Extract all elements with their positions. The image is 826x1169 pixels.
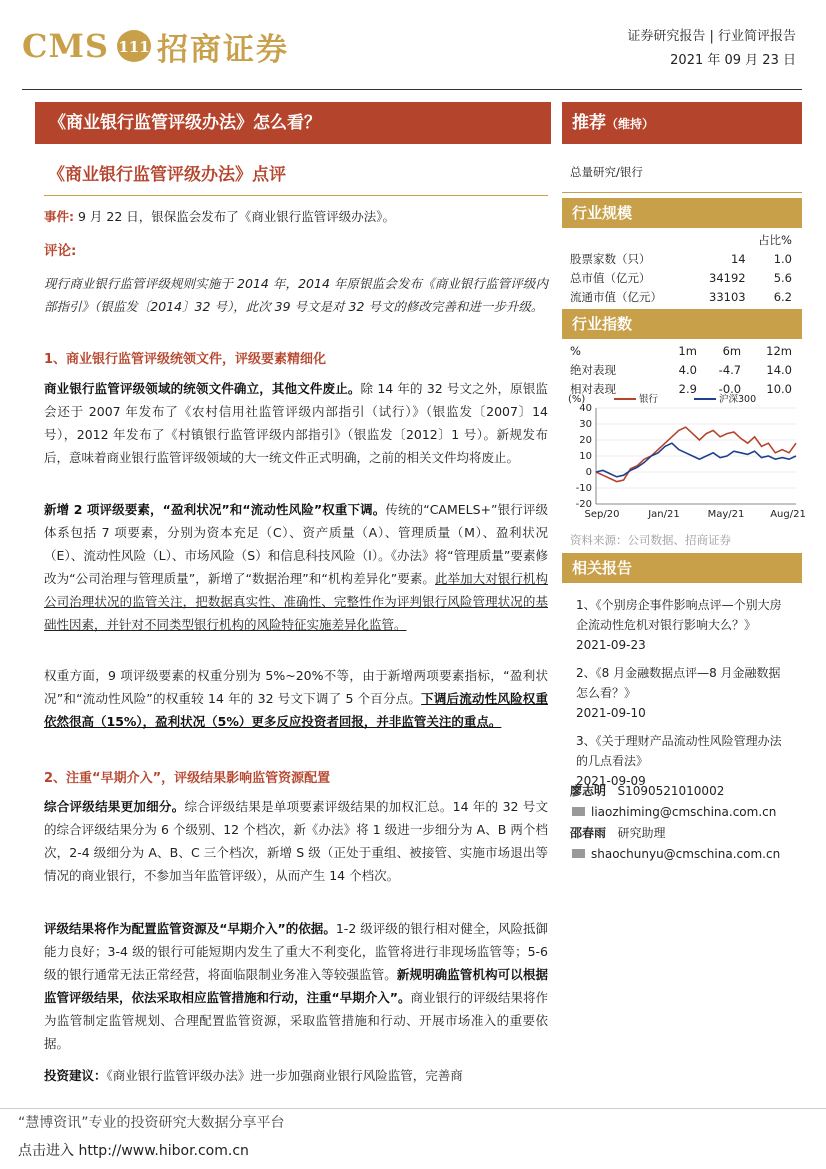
paragraph-2-underline: 此举加大对银行机构公司治理状况的监管关注，把数据真实性、准确性、完整性作为评判银行风险管理状况的基础性因素，并针对不同类型银行机构的风险特征实施差异化监管。 <box>44 571 548 632</box>
brand-logo <box>22 22 289 70</box>
index-header: 6m <box>722 343 742 358</box>
rating-label: 推荐 <box>572 113 606 133</box>
table-row <box>570 268 792 287</box>
related-item-title[interactable]: 1、《个别房企事件影响点评—个别大房企流动性危机对银行影响大么？》 <box>576 598 782 632</box>
y-tick-label: 10 <box>579 451 592 462</box>
scale-pct: 6.2 <box>773 289 792 304</box>
related-title: 相关报告 <box>562 553 802 583</box>
scale-label: 流通市值（亿元） <box>570 289 662 304</box>
y-tick-label: -10 <box>575 483 592 494</box>
paragraph-3-emphasis: 下调后流动性风险权重依然很高（15%），盈利状况（5%）更多反应投资者回报，并非监管关注的重点。 <box>44 691 548 729</box>
scale-title: 行业规模 <box>562 198 802 228</box>
paragraph-6-lead: 投资建议： <box>44 1068 107 1083</box>
y-tick-label: 30 <box>579 419 592 430</box>
related-reports <box>562 553 802 791</box>
page-subtitle: 《商业银行监管评级办法》点评 <box>48 165 286 185</box>
index-header: % <box>570 343 581 358</box>
scale-pct-header: 占比% <box>758 232 792 247</box>
rating-note: （维持） <box>606 117 655 131</box>
related-item-title[interactable]: 3、《关于理财产品流动性风险管理办法的几点看法》 <box>576 734 782 768</box>
table-row <box>570 287 792 306</box>
scale-pct: 1.0 <box>773 251 792 266</box>
paragraph-1-lead: 商业银行监管评级领域的统领文件确立，其他文件废止。 <box>44 381 361 396</box>
index-title: 行业指数 <box>562 309 802 339</box>
section-1-title: 1、商业银行监管评级统领文件，评级要素精细化 <box>44 352 327 367</box>
x-tick-label: Aug/21 <box>770 509 806 520</box>
index-label: 相对表现 <box>570 381 616 396</box>
industry-scale <box>562 198 802 306</box>
intro-paragraph: 现行商业银行监管评级规则实施于 2014 年，2014 年原银监会发布《商业银行监管评级内部指引》（银监发〔2014〕32 号），此次 39 号文是对 32 号文的修改完善和进一步升级。 <box>44 276 548 314</box>
paragraph-2 <box>44 498 548 636</box>
paragraph-6-text: 《商业银行监管评级办法》进一步加强商业银行风险监管，完善商 <box>106 1068 463 1083</box>
table-row <box>570 341 792 360</box>
mail-icon <box>572 807 585 816</box>
related-item-date: 2021-09-10 <box>576 706 646 720</box>
report-date: 2021 年 09 月 23 日 <box>670 53 796 68</box>
header-divider <box>22 89 802 90</box>
scale-value: 34192 <box>709 270 746 285</box>
paragraph-3-text: 权重方面，9 项评级要素的权重分别为 5%~20%不等，由于新增两项要素指标，“盈利状况”和“流动性风险”的权重较 14 年的 32 号文下调了 5 个百分点。 <box>44 668 548 706</box>
paragraph-6 <box>44 1064 548 1088</box>
index-value: 4.0 <box>678 362 697 377</box>
legend-label: 银行 <box>639 394 659 405</box>
paragraph-4 <box>44 795 548 887</box>
index-value: -4.7 <box>718 362 742 377</box>
index-value: 14.0 <box>766 362 792 377</box>
index-value: 10.0 <box>766 381 792 396</box>
scale-label: 股票家数（只） <box>570 251 651 266</box>
paragraph-2-text: 传统的“CAMELS+”银行评级体系包括 7 项要素，分别为资本充足（C）、资产质量（A）、管理质量（M）、盈利状况（E）、流动性风险（L）、市场风险（S）和信息科技风险（I）。《办法》将“管理质量”要素修改为“公司治理与管理质量”，新增了“数据治理”和“机构差异化”要素。 <box>44 502 548 586</box>
mail-icon <box>572 849 585 858</box>
index-header: 1m <box>678 343 697 358</box>
related-item-date: 2021-09-09 <box>576 774 646 788</box>
paragraph-1-text: 除 14 年的 32 号文之外，原银监会还于 2007 年发布了《农村信用社监管评级内部指引（试行）》（银监发〔2007〕14 号），2012 年发布了《村镇银行监管评级内部指引》（银监发〔2012〕1 号）。新规发布后，意味着商业银行监管评级领域的大一统文件正式明确，之前的相关文件均将废止。 <box>44 381 548 465</box>
analyst-1-email[interactable]: liaozhiming@cmschina.com.cn <box>591 805 777 819</box>
sidebar <box>562 102 802 180</box>
banner-title: 《商业银行监管评级办法》怎么看？ <box>35 102 551 144</box>
paragraph-4-lead: 综合评级结果更加细分。 <box>44 799 185 814</box>
legend-label: 沪深300 <box>719 394 757 405</box>
paragraph-2-lead: 新增 2 项评级要素，“盈利状况”和“流动性风险”权重下调。 <box>44 502 386 517</box>
y-axis-label: (%) <box>568 394 586 405</box>
table-row <box>570 249 792 268</box>
y-tick-label: 40 <box>579 403 592 414</box>
footer-link[interactable]: 点击进入 http://www.hibor.com.cn <box>18 1143 249 1159</box>
related-item[interactable] <box>576 595 790 655</box>
y-tick-label: -20 <box>575 499 592 510</box>
svg-text:111: 111 <box>118 38 150 56</box>
analyst-1-id: S1090521010002 <box>617 784 725 798</box>
chart-source: 资料来源：公司数据、招商证券 <box>570 533 731 547</box>
paragraph-5-lead: 评级结果将作为配置监管资源及“早期介入”的依据。 <box>44 921 336 936</box>
index-header: 12m <box>766 343 792 358</box>
paragraph-5-text: 1-2 级评级的银行相对健全，风险抵御能力良好；3-4 级的银行可能短期内发生了重大不利变化，监管将进行非现场监管等；5-6 级的银行通常无法正常经营，将面临限制业务准入等较强监管。 <box>44 921 549 982</box>
paragraph-1 <box>44 377 548 469</box>
analyst-2-email[interactable]: shaochunyu@cmschina.com.cn <box>591 847 781 861</box>
scale-label: 总市值（亿元） <box>570 270 651 285</box>
index-value: -0.0 <box>718 381 742 396</box>
subtitle-divider <box>44 195 548 196</box>
index-table <box>570 341 792 398</box>
analyst-2-name: 邵春雨 <box>570 826 607 840</box>
event-text: 9 月 22 日，银保监会发布了《商业银行监管评级办法》。 <box>77 209 396 224</box>
paragraph-5 <box>44 917 548 1055</box>
analyst-block <box>570 781 802 865</box>
analyst-2-role: 研究助理 <box>617 826 666 840</box>
report-type: 证券研究报告 | 行业简评报告 <box>627 29 796 44</box>
table-row <box>570 360 792 379</box>
x-tick-label: Jan/21 <box>648 509 680 520</box>
paragraph-4-text: 综合评级结果是单项要素评级结果的加权汇总。14 年的 32 号文的综合评级结果分为 6 个级别、12 个档次，新《办法》将 1 级进一步细分为 A、B 两个档次，2-4 级细分为 A、B、C 三个档次，新增 S 级（正处于重组、被接管、实施市场退出等情况的商业银行，不参加当年监管评级），从而产生 14 个档次。 <box>44 799 548 883</box>
footer-line-1: “慧博资讯”专业的投资研究大数据分享平台 <box>18 1115 285 1131</box>
paragraph-5-lead-2: 新规明确监管机构可以根据监管评级结果，依法采取相应监管措施和行动，注重“早期介入”。 <box>44 967 548 1005</box>
scale-value: 14 <box>730 251 746 266</box>
rating-box <box>562 102 802 144</box>
y-tick-label: 20 <box>579 435 592 446</box>
footer-divider <box>0 1108 826 1109</box>
related-item-date: 2021-09-23 <box>576 638 646 652</box>
sidebar-divider <box>562 192 802 193</box>
index-value: 2.9 <box>678 381 697 396</box>
related-item[interactable] <box>576 663 790 723</box>
event-label: 事件: <box>44 209 74 224</box>
scale-pct: 5.6 <box>773 270 792 285</box>
index-label: 绝对表现 <box>570 362 616 377</box>
scale-value: 33103 <box>709 289 746 304</box>
paragraph-3 <box>44 664 548 733</box>
related-item-title[interactable]: 2、《8 月金融数据点评—8 月金融数据怎么看？》 <box>576 666 781 700</box>
research-category: 总量研究/银行 <box>570 165 643 179</box>
index-chart <box>566 392 806 530</box>
comment-label: 评论: <box>44 243 77 259</box>
logo-icon <box>115 28 153 64</box>
y-tick-label: 0 <box>585 467 592 478</box>
section-2-title: 2、注重“早期介入”，评级结果影响监管资源配置 <box>44 771 331 786</box>
event-paragraph <box>44 205 548 228</box>
paragraph-5-text-2: 商业银行的评级结果将作为监管制定监管规划、合理配置监管资源，采取监管措施和行动、开展市场准入的重要依据。 <box>44 990 548 1051</box>
logo-latin: CMS <box>22 27 109 65</box>
industry-index <box>562 309 802 398</box>
x-tick-label: May/21 <box>707 509 745 520</box>
x-tick-label: Sep/20 <box>584 509 620 520</box>
analyst-1-name: 廖志明 <box>570 784 607 798</box>
scale-table <box>570 230 792 306</box>
logo-chinese: 招商证券 <box>157 31 289 68</box>
